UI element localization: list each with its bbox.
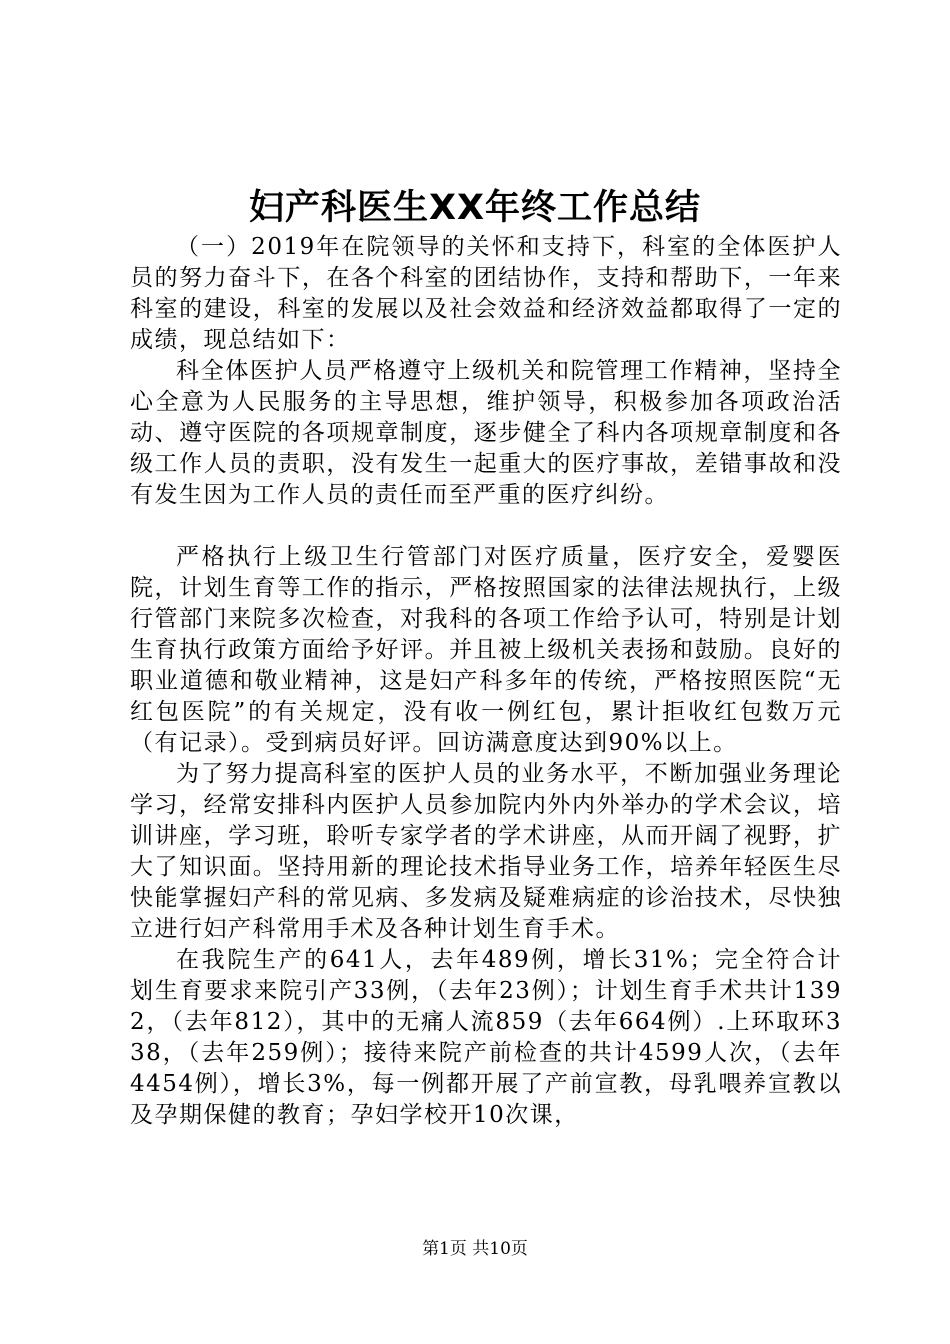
page-number-footer: 第1页 共10页 xyxy=(422,1239,528,1259)
paragraph-regulations: 严格执行上级卫生行管部门对医疗质量，医疗安全，爱婴医院，计划生育等工作的指示，严格按照国家的法律法规执行，上级行管部门来院多次检查，对我科的各项工作给予认可，特别是计划生育执行政策方面给予好评。并且被上级机关表扬和鼓励。良好的职业道德和敬业精神，这是妇产科多年的传统，严格按照医院“无红包医院”的有关规定，没有收一例红包，累计拒收红包数万元（有记录）。受到病员好评。回访满意度达到90%以上。 xyxy=(130,544,842,756)
paragraph-statistics: 在我院生产的641人，去年489例，增长31%；完全符合计划生育要求来院引产33例，（去年23例）；计划生育手术共计1392，（去年812），其中的无痛人流859（去年664例）.上环取环338，（去年259例）；接待来院产前检查的共计4599人次，（去年4454例），增长3%，每一例都开展了产前宣教，母乳喂养宣教以及孕期保健的教育；孕妇学校开10次课， xyxy=(130,947,842,1128)
document-title: 妇产科医生XX年终工作总结 xyxy=(249,188,701,228)
document-body xyxy=(130,232,842,1131)
paragraph-discipline: 科全体医护人员严格遵守上级机关和院管理工作精神，坚持全心全意为人民服务的主导思想，维护领导，积极参加各项政治活动、遵守医院的各项规章制度，逐步健全了科内各项规章制度和各级工作人员的责职，没有发生一起重大的医疗事故，差错事故和没有发生因为工作人员的责任而至严重的医疗纠纷。 xyxy=(130,358,842,508)
paragraph-intro: （一）2019年在院领导的关怀和支持下，科室的全体医护人员的努力奋斗下，在各个科室的团结协作，支持和帮助下，一年来科室的建设，科室的发展以及社会效益和经济效益都取得了一定的成绩，现总结如下： xyxy=(130,234,842,353)
paragraph-training: 为了努力提高科室的医护人员的业务水平，不断加强业务理论学习，经常安排科内医护人员参加院内外内外举办的学术会议，培训讲座，学习班，聆听专家学者的学术讲座，从而开阔了视野，扩大了知识面。坚持用新的理论技术指导业务工作，培养年轻医生尽快能掌握妇产科的常见病、多发病及疑难病症的诊治技术，尽快独立进行妇产科常用手术及各种计划生育手术。 xyxy=(130,761,842,942)
